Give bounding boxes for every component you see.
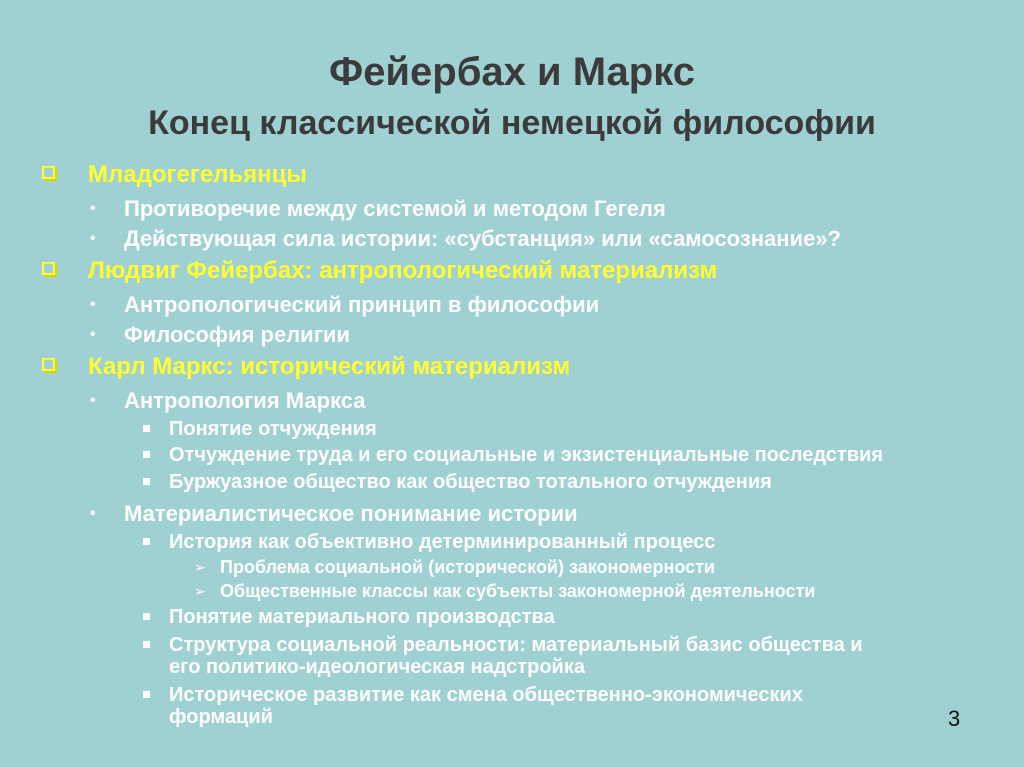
- list-item: [90, 196, 990, 221]
- checkbox-icon: [42, 166, 55, 179]
- list-item: [90, 226, 990, 251]
- list-item: [90, 322, 990, 347]
- list-item-text: Отчуждение труда и его социальные и экзистенциальные последствия: [169, 444, 883, 466]
- section-heading-text: Карл Маркс: исторический материализм: [88, 353, 571, 380]
- list-item: [90, 388, 990, 413]
- list-item-text: Проблема социальной (исторической) закономерности: [220, 557, 715, 577]
- list-item: [143, 606, 1003, 629]
- list-item-text: Материалистическое понимание истории: [124, 501, 578, 526]
- list-item-text: Противоречие между системой и методом Гегеля: [124, 196, 666, 221]
- list-item: [194, 581, 994, 602]
- square-bullet-icon: [143, 425, 150, 432]
- arrow-bullet-icon: ➢: [194, 559, 206, 575]
- section-heading: [42, 354, 942, 380]
- list-item: [143, 531, 1003, 554]
- list-item: [143, 444, 1003, 467]
- list-item: [194, 557, 994, 578]
- list-item-text: Общественные классы как субъекты закономерной деятельности: [220, 581, 816, 601]
- page-number: 3: [948, 706, 961, 731]
- square-bullet-icon: [143, 451, 150, 458]
- slide-title: Фейербах и Маркс: [329, 50, 695, 94]
- bullet-icon: •: [90, 296, 96, 313]
- list-item-text: формаций: [169, 706, 273, 728]
- square-bullet-icon: [143, 691, 150, 698]
- square-bullet-icon: [143, 538, 150, 545]
- section-heading: [42, 162, 942, 188]
- section-heading: [42, 258, 942, 284]
- list-item-text: Историческое развитие как смена общественно-экономических: [169, 684, 803, 706]
- list-item-text: Антропологический принцип в философии: [124, 292, 600, 317]
- list-item-text: Понятие отчуждения: [169, 418, 377, 440]
- section-heading-text: Младогегельянцы: [88, 161, 307, 188]
- list-item-text: История как объективно детерминированный процесс: [169, 531, 716, 553]
- list-item: [143, 418, 1003, 441]
- list-item-text: Антропология Маркса: [124, 388, 366, 413]
- bullet-icon: •: [90, 326, 96, 343]
- list-item-text: Буржуазное общество как общество тотального отчуждения: [169, 471, 772, 493]
- square-bullet-icon: [143, 478, 150, 485]
- list-item: [143, 471, 1003, 494]
- list-item: [143, 656, 1003, 679]
- list-item-text: его политико-идеологическая надстройка: [169, 656, 585, 678]
- list-item-text: Структура социальной реальности: материальный базис общества и: [169, 634, 863, 656]
- square-bullet-icon: [143, 641, 150, 648]
- bullet-icon: •: [90, 392, 96, 409]
- section-heading-text: Людвиг Фейербах: антропологический материализм: [88, 257, 718, 284]
- arrow-bullet-icon: ➢: [194, 583, 206, 599]
- list-item: [143, 684, 1003, 707]
- list-item-text: Понятие материального производства: [169, 606, 555, 628]
- list-item-text: Действующая сила истории: «субстанция» или «самосознание»?: [124, 226, 841, 251]
- list-item: [143, 706, 1003, 729]
- list-item-text: Философия религии: [124, 322, 350, 347]
- checkbox-icon: [42, 262, 55, 275]
- list-item: [90, 292, 990, 317]
- square-bullet-icon: [143, 613, 150, 620]
- checkbox-icon: [42, 358, 55, 371]
- list-item: [143, 634, 1003, 657]
- bullet-icon: •: [90, 230, 96, 247]
- bullet-icon: •: [90, 200, 96, 217]
- slide-subtitle: Конец классической немецкой философии: [148, 104, 876, 142]
- bullet-icon: •: [90, 505, 96, 522]
- list-item: [90, 501, 990, 526]
